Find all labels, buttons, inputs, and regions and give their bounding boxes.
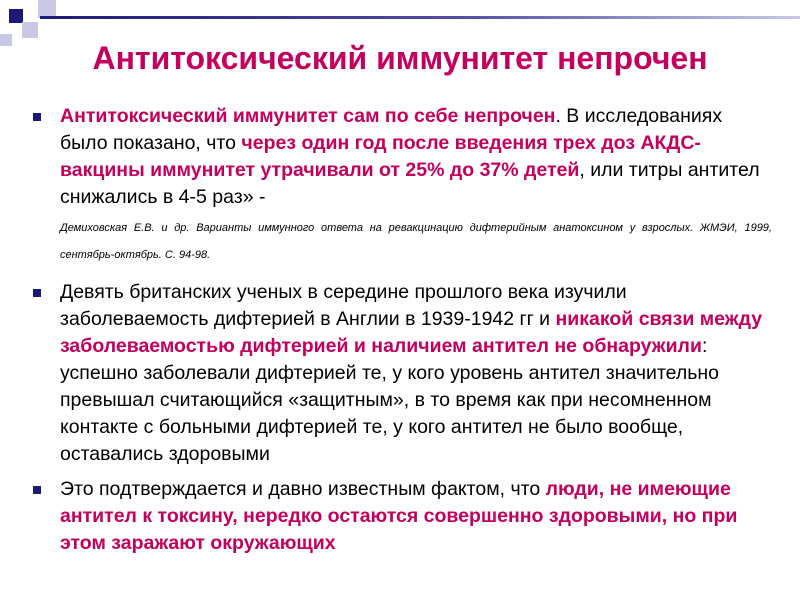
item-1-highlight-c: через один год после введения трех доз АКДС-вакцины иммунитет утрачивали от 25% до 37% детей (60, 132, 701, 181)
slide-body (30, 103, 772, 557)
decor-square-light (22, 22, 38, 38)
item-3-highlight-b: люди, не имеющие антител к токсину, нередко остаются совершенно здоровыми, но при этом заражают окружающих (60, 478, 738, 554)
square-bullet-icon (33, 113, 41, 121)
bullet-item-3 (30, 476, 772, 557)
item-2-highlight-b: никакой связи между заболеваемостью дифтерией и наличием антител не обнаружили (60, 308, 763, 357)
bullet-item-1 (30, 103, 772, 269)
item-3-text (60, 476, 772, 557)
item-1-text-b: . В исследованиях было показано, что (60, 105, 723, 154)
item-2-text-c: : успешно заболевали дифтерией те, у кого уровень антител значительно превышал считающийся «защитным», в то время как при несомненном контакте с больными дифтерией те, у кого антител не было вообще, оставались здоровыми (60, 335, 720, 465)
slide-title: Антитоксический иммунитет непрочен (92, 40, 708, 76)
item-3-text-a: Это подтверждается и давно известным фактом, что (60, 478, 546, 500)
decor-square-dark (9, 9, 23, 23)
item-2-text-a: Девять британских ученых в середине прошлого века изучили заболеваемость дифтерией в Англии в 1939-1942 гг и (60, 281, 627, 330)
item-2-text (60, 279, 772, 468)
item-1-text (60, 103, 772, 211)
square-bullet-icon (33, 289, 41, 297)
item-1-text-d: , или титры антител снижались в 4-5 раз» - (60, 159, 760, 208)
bullet-item-2 (30, 279, 772, 468)
header-rule (40, 16, 800, 19)
item-1-highlight-a: Антитоксический иммунитет сам по себе непрочен (60, 105, 556, 127)
square-bullet-icon (33, 486, 41, 494)
citation-note: Демиховская Е.В. и др. Варианты иммунного ответа на ревакцинацию дифтерийным анатоксином у взрослых. ЖМЭИ, 1999, сентябрь-октябрь. С. 94-98. (60, 222, 772, 261)
